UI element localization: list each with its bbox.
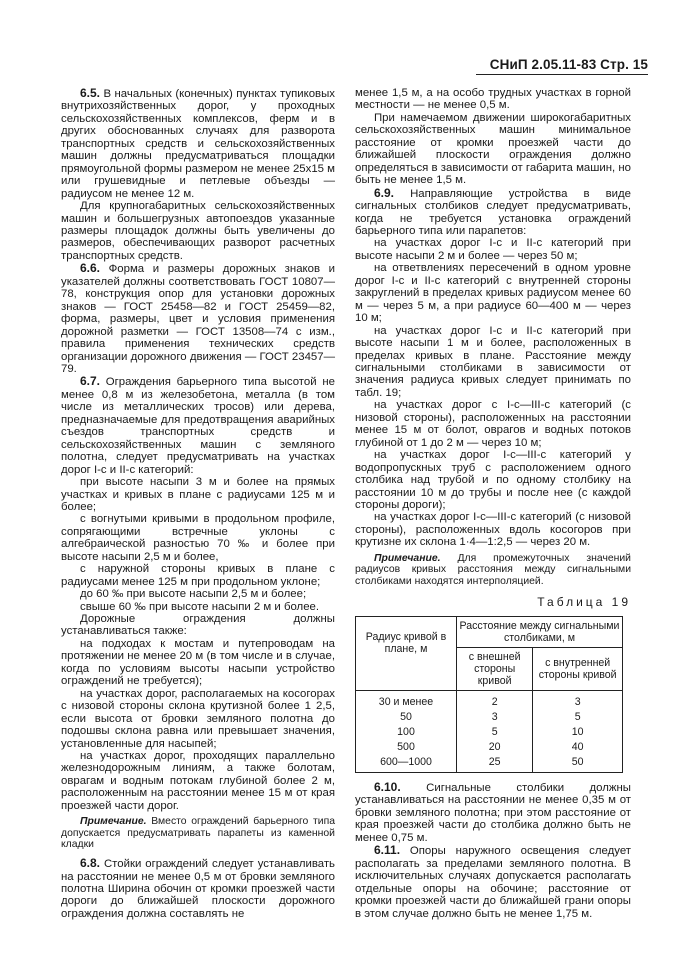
cell-radius: 100	[356, 725, 457, 740]
cell-outer: 3	[457, 710, 533, 725]
list-item: свыше 60 ‰ при высоте насыпи 2 м и более.	[80, 600, 320, 613]
list-item: на участках дорог I-с—III-с категорий (с низовой стороны), расположенных вдоль косогоров при крутизне их склона 1·4—1:2,5 — через 20 м.	[355, 511, 631, 549]
cell-radius: 500	[356, 740, 457, 755]
clause-text: Направляющие устройства в виде сигнальных столбиков следует предусматривать, когда не требуется установка ограждений барьерного типа или парапетов:	[355, 187, 631, 237]
column-header-inner: с внутренней стороны кривой	[533, 648, 623, 691]
table-row	[356, 710, 623, 725]
table-caption: Таблица 19	[537, 594, 631, 609]
list-item: с вогнутыми кривыми в продольном профиле, сопрягающими встречные уклоны с алгебраической разностью 70 ‰ и более при высоте насыпи 2,5 м и более,	[61, 513, 335, 563]
clause-text: Форма и размеры дорожных знаков и указателей должны соответствовать ГОСТ 10807—78, конструкция опор для установки дорожных знаков — ГОСТ 25458—82 и ГОСТ 25459—82, форма, размеры, цвет и условия применения дорожной разметки — ГОСТ 13508—74 с изм., правила применения технических средств организации дорожного движения — ГОСТ 23457—79.	[61, 263, 335, 375]
column-header-radius: Радиус кривой в плане, м	[356, 617, 457, 691]
clause-number: 6.6.	[80, 261, 101, 276]
clause-6-11	[355, 844, 631, 920]
clause-number: 6.11.	[374, 843, 401, 858]
clause-text: В начальных (конечных) пунктах тупиковых внутрихозяйственных дорог, у проходных сельскохозяйственных комплексов, ферм и в других обоснованных случаях для разворота транспортных средств и сельскохозяйственных машин должны предусматриваться площадки прямоугольной формы размером не менее 25x15 м или грушевидные и петлевые объезды — радиусом не менее 12 м.	[61, 88, 335, 200]
table-row	[356, 725, 623, 740]
table-19	[355, 616, 623, 773]
clause-text: Опоры наружного освещения следует располагать за пределами земляного полотна. В исключительных случаях допускается располагать отдельные опоры на обочине; расстояние от кромки проезжей части до ближайшей грани опоры в этом случае должно быть не менее 1,75 м.	[355, 845, 631, 920]
note-label: Примечание.	[80, 816, 147, 828]
paragraph: Дорожные ограждения должны устанавливаться также:	[61, 613, 335, 638]
column-group-header: Расстояние между сигнальными столбиками, м	[457, 617, 623, 648]
clause-number: 6.7.	[80, 374, 101, 389]
cell-outer: 20	[457, 740, 533, 755]
list-item: на участках дорог с I-с—III-с категорий (с низовой стороны), расположенных на расстоянии менее 15 м от болот, оврагов и водных потоков глубиной от 1 до 2 м — через 10 м;	[355, 399, 631, 449]
cell-inner: 3	[533, 691, 623, 710]
cell-radius: 30 и менее	[356, 691, 457, 710]
clause-text: Сигнальные столбики должны устанавливаться на расстоянии не менее 0,35 м от бровки земляного полотна; при этом расстояние от края проезжей части до столбика должно быть не менее 0,75 м.	[355, 782, 631, 844]
note	[61, 816, 335, 851]
cell-outer: 2	[457, 691, 533, 710]
paragraph-continuation: менее 1,5 м, а на особо трудных участках в горной местности — не менее 0,5 м.	[355, 87, 631, 112]
clause-number: 6.5.	[80, 86, 101, 100]
clause-number: 6.10.	[374, 780, 401, 794]
right-column	[355, 87, 631, 920]
clause-number: 6.9.	[374, 185, 395, 200]
clause-text: Стойки ограждений следует устанавливать на расстоянии не менее 0,5 м от бровки земляного полотна Ширина обочин от кромки проезжей части дороги до ближайшей плоскости дорожного ограждения должна составлять не	[61, 858, 335, 920]
table-row	[356, 691, 623, 710]
clause-6-5	[61, 87, 335, 200]
list-item: на подходах к мостам и путепроводам на протяжении не менее 20 м (в том числе и в случае, когда по условиям высоты насыпи устройство ограждений не требуется);	[61, 637, 335, 688]
clause-6-9	[355, 187, 631, 238]
clause-number: 6.8.	[80, 856, 101, 871]
list-item: на ответвлениях пересечений в одном уровне дорог I-с и II-с категорий с внутренней стороны закруглений в пределах кривых радиусом менее 60 м — через 5 м, а при радиусе 60—400 м — через 10 м;	[355, 262, 631, 325]
cell-inner: 50	[533, 755, 623, 773]
cell-inner: 40	[533, 740, 623, 755]
list-item: на участках дорог I-с—III-с категорий у водопропускных труб с расположением одного столбика над трубой и по одному столбику на расстоянии 10 м до трубы и после нее (с каждой стороны дороги);	[355, 449, 631, 511]
cell-inner: 10	[533, 725, 623, 740]
list-item: на участках дорог, проходящих параллельно железнодорожным линиям, а также болотам, оврагам и водным потокам глубиной более 2 м, расположенным на расстоянии менее 15 м от края проезжей части дорог.	[61, 750, 335, 812]
list-item: при высоте насыпи 3 м и более на прямых участках и кривых в плане с радиусами 125 м и более;	[61, 476, 335, 513]
table-row	[356, 740, 623, 755]
cell-outer: 25	[457, 755, 533, 773]
paragraph: Для крупногабаритных сельскохозяйственных машин и большегрузных автопоездов указанные размеры площадок должны быть увеличены до размеров, обеспечивающих разворот расчетных транспортных средств.	[61, 200, 335, 262]
paragraph: При намечаемом движении широкогабаритных сельскохозяйственных машин минимальное расстояние от кромки проезжей части до ближайшей плоскости ограждения должно определяться в зависимости от габарита машин, но быть не менее 1,5 м.	[355, 111, 631, 187]
clause-6-10	[355, 781, 631, 844]
clause-6-7	[61, 375, 335, 476]
cell-radius: 600—1000	[356, 755, 457, 773]
clause-6-8	[61, 857, 335, 920]
note-text: Вместо ограждений барьерного типа допускается предусматривать парапеты из каменной кладки	[61, 816, 335, 851]
list-item: на участках дорог I-с и II-с категорий при высоте насыпи 2 м и более — через 50 м;	[355, 237, 631, 262]
cell-inner: 5	[533, 710, 623, 725]
list-item: до 60 ‰ при высоте насыпи 2,5 м и более;	[80, 588, 307, 601]
list-item: на участках дорог I-с и II-с категорий при высоте насыпи 1 м и более, расположенных в пределах кривых в плане. Расстояние между сигнальными столбиками в зависимости от значения радиуса кривых следует принимать по табл. 19;	[355, 324, 631, 399]
note	[355, 553, 631, 588]
list-item: на участках дорог, располагаемых на косогорах с низовой стороны склона крутизной более 1 2,5, если высота от бровки земляного полотна до подошвы склона равна или превышает значения, установленные для насыпей;	[61, 687, 335, 750]
table-row	[356, 755, 623, 773]
note-label: Примечание.	[374, 552, 441, 564]
clause-text: Ограждения барьерного типа высотой не менее 0,8 м из железобетона, металла (в том числе из металлических тросов) или дерева, предназначаемые для предотвращения аварийных съездов транспортных средств и сельскохозяйственных машин с земляного полотна, следует предусматривать на участках дорог I-с и II-с категорий:	[61, 376, 335, 476]
cell-radius: 50	[356, 710, 457, 725]
clause-6-6	[61, 262, 335, 375]
note-text: Для промежуточных значений радиусов кривых расстояния между сигнальными столбиками находятся интерполяцией.	[355, 552, 631, 587]
list-item: с наружной стороны кривых в плане с радиусами менее 125 м при продольном уклоне;	[61, 563, 335, 588]
left-column	[61, 87, 335, 920]
running-header: СНиП 2.05.11-83 Стр. 15	[476, 57, 648, 75]
cell-outer: 5	[457, 725, 533, 740]
column-header-outer: с внешней стороны кривой	[457, 648, 533, 691]
